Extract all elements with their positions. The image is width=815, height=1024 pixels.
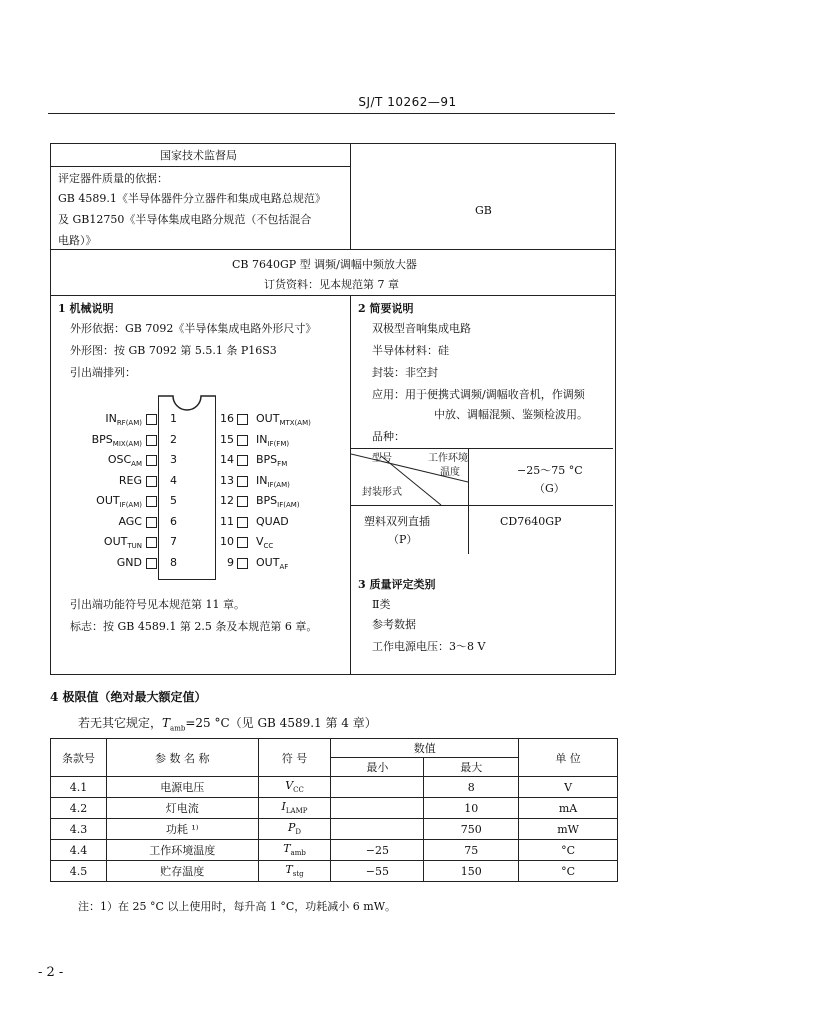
pin-6-label: AGC: [118, 514, 142, 528]
basis-line-2: 及 GB12750《半导体集成电路分规范（不包括混合: [58, 213, 312, 226]
cell-unit: °C: [519, 840, 618, 861]
temp-range: −25～75 °C: [517, 464, 583, 477]
cell-symbol: $V_{CC}$: [258, 777, 331, 798]
page-number: - 2 -: [38, 965, 64, 980]
brief-variety: 品种：: [372, 430, 405, 443]
pin-13-label: $IN_{IF(AM)}$: [256, 473, 290, 489]
pin-11-number: 11: [220, 514, 234, 528]
pin-15-lead: [237, 435, 248, 446]
pin-3-label: $OSC_{AM}$: [107, 453, 142, 469]
cell-param: 贮存温度: [106, 861, 258, 882]
pin-8-lead: [146, 558, 157, 569]
pin-16-number: 16: [220, 412, 234, 425]
brief-package: 封装：非空封: [372, 366, 438, 379]
reference-data: 参考数据: [372, 618, 416, 631]
pin-1-lead: [146, 414, 157, 425]
pin-6-lead: [146, 517, 157, 528]
authority-text: 国家技术监督局: [160, 149, 237, 162]
pin-12-label: $BPS_{IF(AM)}$: [256, 494, 300, 510]
pin-8-label: GND: [116, 555, 142, 569]
outline-drawing: 外形图：按 GB 7092 第 5.5.1 条 P16S3: [70, 344, 277, 357]
pin-13-lead: [237, 476, 248, 487]
temp-code: （G）: [534, 482, 565, 495]
table-row: [51, 840, 618, 861]
brief-heading: 2 简要说明: [358, 302, 414, 315]
pin-6-number: 6: [170, 514, 177, 528]
cell-min: [331, 798, 424, 819]
ic-package-outline: [158, 396, 216, 580]
mechanical-heading: 1 机械说明: [58, 302, 114, 315]
col-max-header: 最大: [424, 758, 519, 777]
pin-9-number: 9: [227, 555, 234, 569]
grid-package-label: 封装形式: [362, 487, 402, 498]
pin-14-label: $BPS_{FM}$: [256, 453, 288, 469]
cell-min: −25: [331, 840, 424, 861]
quality-heading: 3 质量评定类别: [358, 578, 436, 591]
grid-env-label-1: 工作环境: [428, 453, 468, 464]
grid-model-label: 型号: [372, 453, 392, 464]
basis-title: 评定器件质量的依据：: [58, 172, 168, 185]
cell-clause: 4.3: [51, 819, 107, 840]
product-title: CB 7640GP 型 调频/调幅中频放大器: [232, 258, 417, 271]
pin-4-number: 4: [170, 473, 177, 487]
cell-symbol: $T_{stg}$: [258, 861, 331, 882]
cell-min: [331, 777, 424, 798]
brief-application-2: 中放、调幅混频、鉴频检波用。: [434, 408, 588, 421]
pin-1-number: 1: [170, 412, 177, 425]
pin-7-label: $OUT_{TUN}$: [103, 535, 142, 551]
cell-unit: mA: [519, 798, 618, 819]
pin-5-label: $OUT_{IF(AM)}$: [96, 494, 142, 510]
cell-param: 灯电流: [106, 798, 258, 819]
marking-note: 标志：按 GB 4589.1 第 2.5 条及本规范第 6 章。: [70, 620, 318, 633]
cell-unit: mW: [519, 819, 618, 840]
cell-min: −55: [331, 861, 424, 882]
cell-max: 750: [424, 819, 519, 840]
pin-function-note: 引出端功能符号见本规范第 11 章。: [70, 598, 245, 611]
pin-9-lead: [237, 558, 248, 569]
table-row: [51, 777, 618, 798]
brief-material: 半导体材料：硅: [372, 344, 449, 357]
col-min-header: 最小: [331, 758, 424, 777]
cell-param: 电源电压: [106, 777, 258, 798]
basis-line-3: 电路）》: [58, 234, 97, 247]
pin-10-lead: [237, 537, 248, 548]
pin-4-lead: [146, 476, 157, 487]
pin-15-label: $IN_{IF(FM)}$: [256, 432, 290, 448]
cell-param: 功耗 ¹⁾: [106, 819, 258, 840]
pin-8-number: 8: [170, 555, 177, 569]
cell-symbol: $P_D$: [258, 819, 331, 840]
pin-5-lead: [146, 496, 157, 507]
quality-class: Ⅱ类: [372, 598, 391, 611]
package-name: 塑料双列直插: [364, 515, 430, 528]
table-row: [51, 798, 618, 819]
pin-11-label: QUAD: [256, 514, 289, 528]
cell-min: [331, 819, 424, 840]
table-row: [51, 861, 618, 882]
col-param-header: 参 数 名 称: [106, 739, 258, 777]
pin-13-number: 13: [220, 473, 234, 487]
pin-arrangement-label: 引出端排列：: [70, 366, 136, 379]
col-value-header: 数值: [331, 739, 519, 758]
table-row: [51, 819, 618, 840]
cell-clause: 4.4: [51, 840, 107, 861]
limits-heading: 4 极限值（绝对最大额定值）: [50, 690, 207, 704]
pin-16-label: $OUT_{MTX(AM)}$: [256, 412, 311, 428]
pin-10-number: 10: [220, 535, 234, 548]
package-code: （P）: [388, 533, 418, 546]
pin-2-number: 2: [170, 432, 177, 446]
pin-4-label: REG: [118, 473, 142, 487]
cell-unit: °C: [519, 861, 618, 882]
cell-symbol: $T_{amb}$: [258, 840, 331, 861]
basis-line-1: GB 4589.1《半导体器件分立器件和集成电路总规范》: [58, 192, 326, 205]
cell-clause: 4.5: [51, 861, 107, 882]
pin-7-number: 7: [170, 535, 177, 548]
col-symbol-header: 符 号: [258, 739, 331, 777]
cell-max: 8: [424, 777, 519, 798]
col-unit-header: 单 位: [519, 739, 618, 777]
ic-notch: [158, 390, 216, 412]
cell-symbol: $I_{LAMP}$: [258, 798, 331, 819]
pin-7-lead: [146, 537, 157, 548]
pin-5-number: 5: [170, 494, 177, 507]
cell-clause: 4.2: [51, 798, 107, 819]
document-number: SJ/T 10262—91: [358, 95, 457, 109]
cell-max: 150: [424, 861, 519, 882]
brief-type: 双极型音响集成电路: [372, 322, 471, 335]
pin-16-lead: [237, 414, 248, 425]
pin-2-lead: [146, 435, 157, 446]
brief-application-1: 应用：用于便携式调频/调幅收音机，作调频: [372, 388, 585, 401]
pin-11-lead: [237, 517, 248, 528]
limits-condition: 若无其它规定，$T_{amb}=25$ °C（见 GB 4589.1 第 4 章）: [78, 716, 377, 733]
pin-1-label: $IN_{RF(AM)}$: [105, 412, 142, 428]
cell-max: 75: [424, 840, 519, 861]
col-clause-header: 条款号: [51, 739, 107, 777]
pin-15-number: 15: [220, 432, 234, 446]
header-rule: [48, 113, 615, 114]
limits-table: [50, 738, 618, 882]
cell-clause: 4.1: [51, 777, 107, 798]
standard-code: GB: [475, 204, 492, 217]
cell-param: 工作环境温度: [106, 840, 258, 861]
limits-note: 注：1）在 25 °C 以上使用时，每升高 1 °C，功耗减小 6 mW。: [78, 900, 397, 913]
order-info: 订货资料：见本规范第 7 章: [264, 278, 399, 291]
pin-2-label: $BPS_{MIX(AM)}$: [91, 432, 142, 448]
pin-10-label: $V_{CC}$: [256, 535, 274, 551]
pin-3-number: 3: [170, 453, 177, 466]
supply-voltage: 工作电源电压：3～8 V: [372, 640, 486, 653]
outline-basis: 外形依据：GB 7092《半导体集成电路外形尺寸》: [70, 322, 317, 335]
pin-12-number: 12: [220, 494, 234, 507]
cell-unit: V: [519, 777, 618, 798]
pin-3-lead: [146, 455, 157, 466]
pin-9-label: $OUT_{AF}$: [256, 555, 289, 571]
cell-max: 10: [424, 798, 519, 819]
pin-14-lead: [237, 455, 248, 466]
pin-12-lead: [237, 496, 248, 507]
pin-14-number: 14: [220, 453, 234, 466]
grid-env-label-2: 温度: [440, 467, 460, 478]
model-name: CD7640GP: [500, 515, 562, 528]
